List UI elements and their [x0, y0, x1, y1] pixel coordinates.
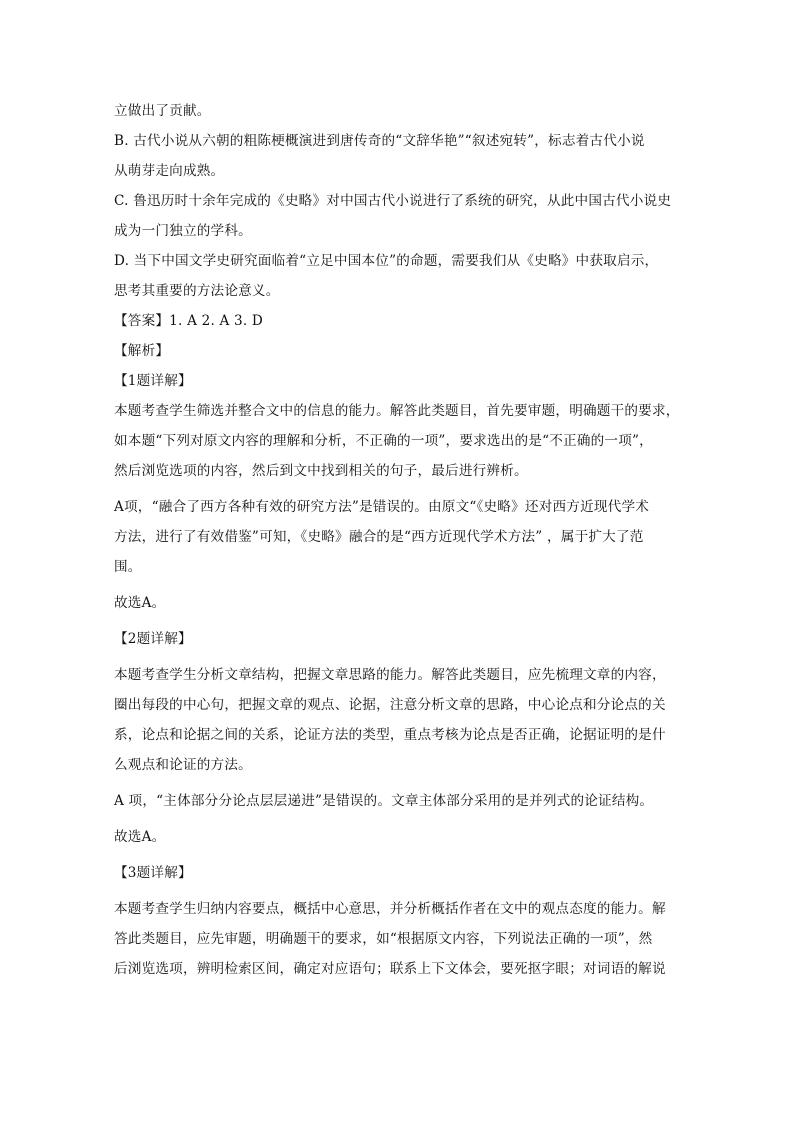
option-d-line: D. 当下中国文学史研究面临着“立足中国本位”的命题，需要我们从《史略》中获取启示，: [114, 253, 659, 269]
text-line: 如本题“下列对原文内容的理解和分析，不正确的一项”，要求选出的是“不正确的一项”，: [114, 433, 653, 449]
text-line: 系，论点和论据之间的关系，论证方法的类型，重点考核为论点是否正确，论据证明的是什: [114, 727, 666, 743]
text-line: 成为一门独立的学科。: [114, 223, 252, 239]
analysis-heading: 【解析】: [114, 343, 170, 359]
option-b-line: B. 古代小说从六朝的粗陈梗概演进到唐传奇的“文辞华艳”“叙述宛转”，标志着古代小说: [114, 133, 645, 149]
text-line: 本题考查学生归纳内容要点，概括中心意思，并分析概括作者在文中的观点态度的能力。解: [114, 901, 666, 917]
text-line: 然后浏览选项的内容，然后到文中找到相关的句子，最后进行辨析。: [114, 463, 528, 479]
text-line: 立做出了贡献。: [114, 103, 211, 119]
text-line: 方法，进行了有效借鉴”可知，《史略》融合的是“西方近现代学术方法” ，属于扩大了范: [114, 529, 644, 545]
text-line: 围。: [114, 559, 142, 575]
text-line: 答此类题目，应先审题，明确题干的要求，如“根据原文内容，下列说法正确的一项”，然: [114, 931, 653, 947]
text-line: 圈出每段的中心句，把握文章的观点、论据，注意分析文章的思路，中心论点和分论点的关: [114, 697, 666, 713]
text-line: 从萌芽走向成熟。: [114, 163, 225, 179]
text-line: 本题考查学生分析文章结构，把握文章思路的能力。解答此类题目，应先梳理文章的内容，: [114, 667, 666, 683]
q3-heading: 【3题详解】: [114, 865, 192, 881]
option-c-line: C. 鲁迅历时十余年完成的《史略》对中国古代小说进行了系统的研究，从此中国古代小说史: [114, 193, 672, 209]
text-line: A 项，“主体部分分论点层层递进”是错误的。文章主体部分采用的是并列式的论证结构。: [114, 793, 654, 809]
q2-heading: 【2题详解】: [114, 631, 192, 647]
text-line: 本题考查学生筛选并整合文中的信息的能力。解答此类题目，首先要审题，明确题干的要求，: [114, 403, 680, 419]
answer-line: 【答案】1. A 2. A 3. D: [114, 313, 264, 329]
text-line: 故选A。: [114, 595, 166, 611]
text-line: 故选A。: [114, 829, 166, 845]
text-line: A项，“融合了西方各种有效的研究方法”是错误的。由原文“《史略》还对西方近现代学术: [114, 499, 650, 515]
document-page: [114, 100, 680, 980]
text-line: 思考其重要的方法论意义。: [114, 283, 280, 299]
q1-heading: 【1题详解】: [114, 373, 192, 389]
text-line: 么观点和论证的方法。: [114, 757, 252, 773]
text-line: 后浏览选项，辨明检索区间，确定对应语句；联系上下文体会，要死抠字眼；对词语的解说: [114, 961, 666, 977]
